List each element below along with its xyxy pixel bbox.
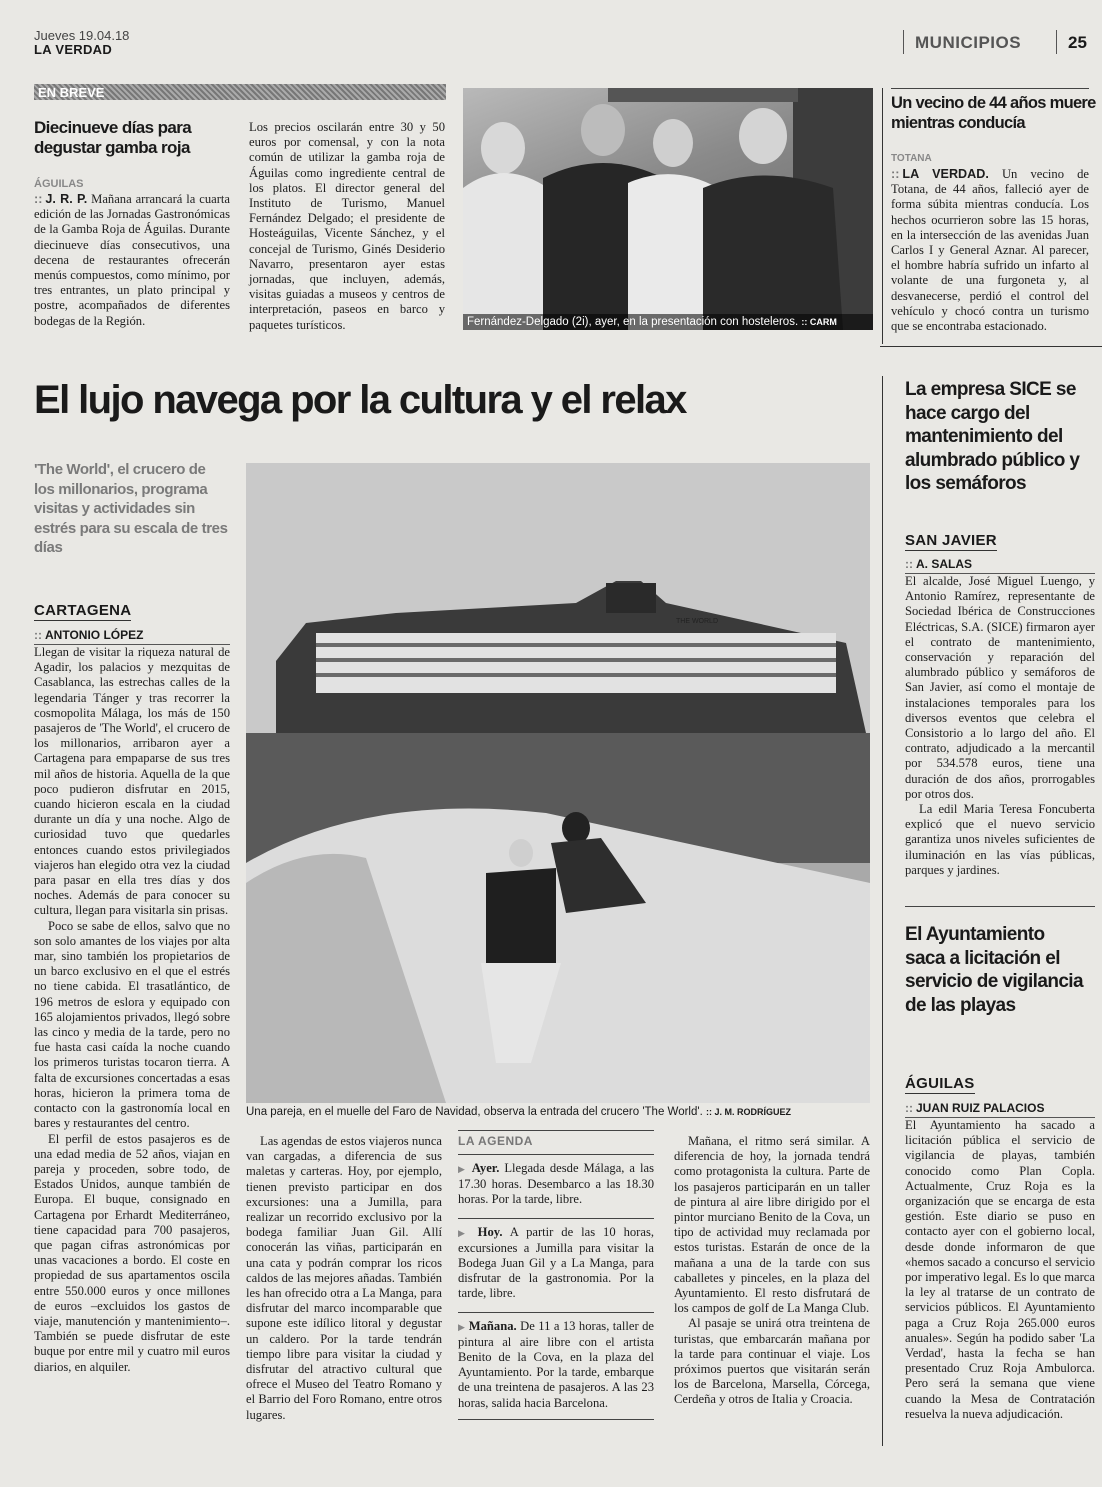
cruise-photo-scene: [246, 463, 870, 1103]
main-col1-p1: Llegan de visitar la riqueza natural de Agadir, los palacios y mezquitas de Casablanca, las estrechas calles de la legendaria Tánger y tras recorrer la cosmopolita Málaga, los más de 150 pasajeros de 'The World', el crucero de los millonarios, arribaron ayer a Cartagena para empaparse de sus tres mil años de historia. Aquella de la que poco pudieron disfrutar en 2015, cuando hicieron escala en la ciudad durante un día y una noche. Algo de curiosidad tuvo que quedarles entonces cuando estos privilegiados viajeros han elegido otra vez la ciudad para pasar en ella tres días y dos noches. Además de para conocer su cultura, llegan para visitarla sin prisas.: [34, 645, 230, 918]
cruise-caption: Una pareja, en el muelle del Faro de Navidad, observa la entrada del crucero 'The World'. :: J. M. RODRÍGUEZ: [246, 1106, 791, 1118]
main-col4-p1: Mañana, el ritmo será similar. A diferencia de hoy, la jornada tendrá como protagonista la cultura. Parte de los pasajeros participarán en un taller de pintura al aire libre dirigido por el pintor murciano Benito de la Cova, un tipo de actividad muy reclamada por estos turistas. Estarán de once de la mañana a una de la tarde con sus caballetes y pinceles, en la plaza del Ayuntamiento. El resto disfrutará de los campos de golf de La Manga Club.: [674, 1134, 870, 1316]
sice-body: [905, 574, 1095, 878]
en-breve-text-2: Los precios oscilarán entre 30 y 50 euros por comensal, y con la nota común de utilizar la gamba roja de Águilas como ingrediente central de los platos. El director general del Instituto de Turismo, Manuel Fernández Delgado; el presidente de Hosteáguilas, Vicente Sánchez, y el concejal de Turismo, Ginés Desiderio Navarro, presentaron ayer estas jornadas, que incluyen, además, visitas guiadas a museos y centros de interpretación, paseos en barco y paquetes turísticos.: [249, 120, 445, 332]
column-divider-top: [882, 88, 883, 344]
playas-place: ÁGUILAS: [905, 1075, 975, 1092]
en-breve-col2: [249, 120, 445, 333]
en-breve-col1: :: J. R. P. Mañana arrancará la cuarta edición de las Jornadas Gastronómicas de la Gamba Roja de Águilas. Durante diecinueve días consecutivos, una decena de restaurantes ofrecerán menús compuestos, como mínimo, por tres entrantes, un plato principal y postre, acompañados de diferentes bodegas de la Región.: [34, 192, 231, 328]
totana-rule: [891, 88, 1089, 89]
totana-text: Un vecino de Totana, de 44 años, falleció ayer de forma súbita mientras conducía. Los hechos ocurrieron sobre las 15 horas, en la intersección de las avenidas Juan Carlos I y General Aznar. Al parecer, el hombre habría sufrido un infarto al volante de una furgoneta y, al desvanecerse, perdió el control del vehículo y chocó contra un turismo que se encontraba estacionado.: [891, 167, 1089, 334]
main-col2-text: Las agendas de estos viajeros nunca van cargadas, a diferencia de sus maletas y carteras. Hoy, por ejemplo, tienen previsto participar en dos excursiones: una a Jumilla, para realizar un recorrido exclusivo por la bodega familiar Juan Gil. Allí conocerán las viñas, participarán en una cata y podrán comprar los ricos caldos de las mejores añadas. También les han ofrecido otra a La Manga, para disfrutar del marco incomparable que supone este idílico litoral y degustar un caldero. Por la tarde tendrán tiempo libre para visitar la ciudad y disfrutar del atractivo cultural que ofrece el Museo del Teatro Romano y el Barrio del Foro Romano, entre otros lugares.: [246, 1134, 442, 1422]
cruise-credit: J. M. RODRÍGUEZ: [714, 1107, 791, 1117]
section-name: MUNICIPIOS: [915, 33, 1022, 52]
agenda-rule-1: [458, 1154, 654, 1155]
sice-headline: La empresa SICE se hace cargo del mantenimiento del alumbrado público y los semáforos: [905, 379, 1080, 494]
main-col4-p2: Al pasaje se unirá otra treintena de turistas, que embarcarán mañana por la tarde para continuar el viaje. Los próximos puertos que visitarán serán los de Barcelona, Marsella, Córcega, Cerdeña y otros de Italia y Croacia.: [674, 1316, 870, 1407]
en-breve-headline: Diecinueve días para degustar gamba roja: [34, 118, 192, 157]
main-subhead: 'The World', el crucero de los millonarios, programa visitas y actividades sin estrés para su escala de tres días: [34, 461, 228, 556]
column-divider-right: [882, 376, 883, 1446]
sice-p1: El alcalde, José Miguel Luengo, y Antonio Ramírez, representante de Sociedad Ibérica de Construcciones Eléctricas, S.A. (SICE) firmaron ayer el contrato de mantenimiento, conservación y reparación del alumbrado público y semáforos de San Javier, así como el montaje de instalaciones temporales para los diversos eventos que celebra el Consistorio a lo largo del año. El contrato, adjudicado a la mercantil por 534.578 euros, tiene una duración de dos años, prorrogables por otros dos.: [905, 574, 1095, 801]
sice-byline: A. SALAS: [916, 557, 973, 571]
main-col4: [674, 1134, 870, 1408]
agenda-rule-2: [458, 1218, 654, 1219]
totana-body: :: LA VERDAD. Un vecino de Totana, de 44 años, falleció ayer de forma súbita mientras conducía. Los hechos ocurrieron sobre las 15 horas, en la intersección de las avenidas Juan Carlos I y General Aznar. Al parecer, el hombre habría sufrido un infarto al volante de una furgoneta y, al desvanecerse, perdió el control del vehículo y chocó contra un turismo que se encontraba estacionado.: [891, 167, 1089, 334]
place-aguilas: [905, 1075, 975, 1094]
ship-name-text: THE WORLD: [676, 618, 718, 625]
main-author: :: ANTONIO LÓPEZ: [34, 628, 230, 645]
playas-byline: JUAN RUIZ PALACIOS: [916, 1101, 1045, 1115]
play-icon: ▶: [458, 1321, 466, 1332]
main-byline: ANTONIO LÓPEZ: [45, 628, 144, 642]
playas-text: El Ayuntamiento ha sacado a licitación pública el servicio de vigilancia de playas, también conocido como Plan Copla. Actualmente, Cruz Roja es la organización que se encarga de esta gestión. Este diario se puso en contacto ayer con el gobierno local, desde donde informaron de que «hemos sacado a concurso el servicio por imperativo legal. Es lo que marca la ley al tratarse de un contrato de servicios públicos. El Ayuntamiento paga a Cruz Roja 265.000 euros anuales». Según ha podido saber 'La Verdad', hasta la fecha se han presentado Cruz Roja Ambulorca. Pero será la semana que viene cuando la Mesa de Contratación resuelva la nueva adjudicación.: [905, 1118, 1095, 1421]
agenda-item-ayer: [458, 1161, 654, 1208]
totana-headline: Un vecino de 44 años muere mientras conducía: [891, 94, 1096, 132]
main-col2: [246, 1134, 442, 1423]
presentation-caption-bar: Fernández-Delgado (2i), ayer, en la presentación con hosteleros. :: CARM: [463, 314, 873, 330]
place-san-javier: [905, 532, 997, 551]
main-place: CARTAGENA: [34, 602, 132, 619]
cruise-caption-text: Una pareja, en el muelle del Faro de Navidad, observa la entrada del crucero 'The World'.: [246, 1106, 703, 1118]
presentation-photo-scene: [463, 88, 873, 330]
presentation-photo: [463, 88, 873, 330]
main-col1-p2: Poco se sabe de ellos, salvo que no son solo amantes de los viajes por alta mar, sino también los propietarios de un barco exclusivo en el que el estrés no tiene cabida. El trasatlántico, de 196 metros de eslora y equipado con 165 alojamientos privados, llegó sobre las cinco y media de la tarde, pero no fue hasta casi caída la noche cuando los primeros turistas tocaron tierra. A falta de excursiones concertadas a esas horas, hicieron la primera toma de contacto con la gastronomía local en bares y restaurantes del centro.: [34, 918, 230, 1131]
top-section-rule: [880, 346, 1102, 347]
totana-byline: LA VERDAD.: [902, 167, 989, 181]
en-breve-byline: J. R. P.: [45, 192, 88, 206]
presentation-credit: CARM: [809, 317, 837, 327]
sice-p2: La edil Maria Teresa Foncuberta explicó que el nuevo servicio garantiza unos niveles suficientes de iluminación en las vías públicas, parques y jardines.: [905, 802, 1095, 877]
playas-body: [905, 1118, 1095, 1422]
agenda-rule-3: [458, 1312, 654, 1313]
agenda-box: [458, 1130, 654, 1420]
agenda-day-manana: Mañana.: [468, 1318, 517, 1333]
agenda-day-ayer: Ayer.: [471, 1161, 500, 1175]
sice-rule: [905, 906, 1095, 907]
playas-author: :: JUAN RUIZ PALACIOS: [905, 1101, 1095, 1118]
masthead-divider: [903, 30, 904, 54]
main-col1-p3: El perfil de estos pasajeros es de una edad media de 52 años, viajan en pareja y proceden, sobre todo, de Estados Unidos, aunque también de Europa. El buque, consignado en Cartagena por Erhardt Mediterráneo, tiene capacidad para 700 pasajeros, que pagan cifras astronómicas por unas vacaciones a bordo. El coste en propiedad de sus apartamentos oscila entre 550.000 euros y once millones de euros –excluidos los gastos de viaje, manutención y mantenimiento–. También se puede disfrutar de este buque por entre mil y cuatro mil euros diarios, en alquiler.: [34, 1131, 230, 1374]
agenda-text-ayer: Llegada desde Málaga, a las 17.30 horas. Desembarco a las 18.30 horas. Por la tarde, libre.: [458, 1161, 654, 1207]
presentation-caption: Fernández-Delgado (2i), ayer, en la presentación con hosteleros.: [467, 316, 799, 328]
agenda-text-hoy: A partir de las 10 horas, excursiones a Jumilla para visitar la Bodega Juan Gil y a La Manga, para disfrutar de la gastronomia. Por la tarde, libre.: [458, 1224, 654, 1301]
main-col1: [34, 645, 230, 1375]
en-breve-label: EN BREVE: [38, 85, 105, 100]
page-number: 25: [1068, 33, 1087, 52]
play-icon: ▶: [458, 1227, 470, 1238]
en-breve-text-1: Mañana arrancará la cuarta edición de las Jornadas Gastronómicas de la Gamba Roja de Águilas. Durante diecinueve días consecutivos, una decena de restaurantes ofrecerán menús compuestos, como mínimo, por tres entrantes, un plato principal y postre, acompañados de diferentes bodegas de la Región.: [34, 192, 231, 328]
date: Jueves 19.04.18: [34, 28, 130, 43]
place-cartagena: [34, 602, 131, 621]
masthead-divider-2: [1056, 30, 1057, 54]
agenda-item-hoy: [458, 1225, 654, 1302]
en-breve-bar: [34, 84, 446, 100]
agenda-top-rule: [458, 1130, 654, 1131]
en-breve-place: ÁGUILAS: [34, 178, 84, 190]
sice-place: SAN JAVIER: [905, 532, 997, 549]
agenda-title: LA AGENDA: [458, 1134, 533, 1148]
agenda-day-hoy: Hoy.: [477, 1224, 503, 1239]
playas-headline: El Ayuntamiento saca a licitación el servicio de vigilancia de las playas: [905, 924, 1083, 1016]
agenda-text-manana: De 11 a 13 horas, taller de pintura al aire libre con el artista Benito de la Cova, en la plaza del Ayuntamiento. Por la tarde, embarque de una treintena de pasajeros. A las 23 horas, salida hacia Barcelona.: [458, 1318, 655, 1410]
totana-place: TOTANA: [891, 153, 932, 164]
sice-author: :: A. SALAS: [905, 557, 1095, 574]
cruise-photo: [246, 463, 870, 1103]
newspaper-name: LA VERDAD: [34, 42, 113, 57]
play-icon: ▶: [458, 1164, 467, 1174]
main-headline: El lujo navega por la cultura y el relax: [34, 378, 686, 422]
agenda-bottom-rule: [458, 1419, 654, 1420]
agenda-item-manana: [458, 1319, 654, 1411]
